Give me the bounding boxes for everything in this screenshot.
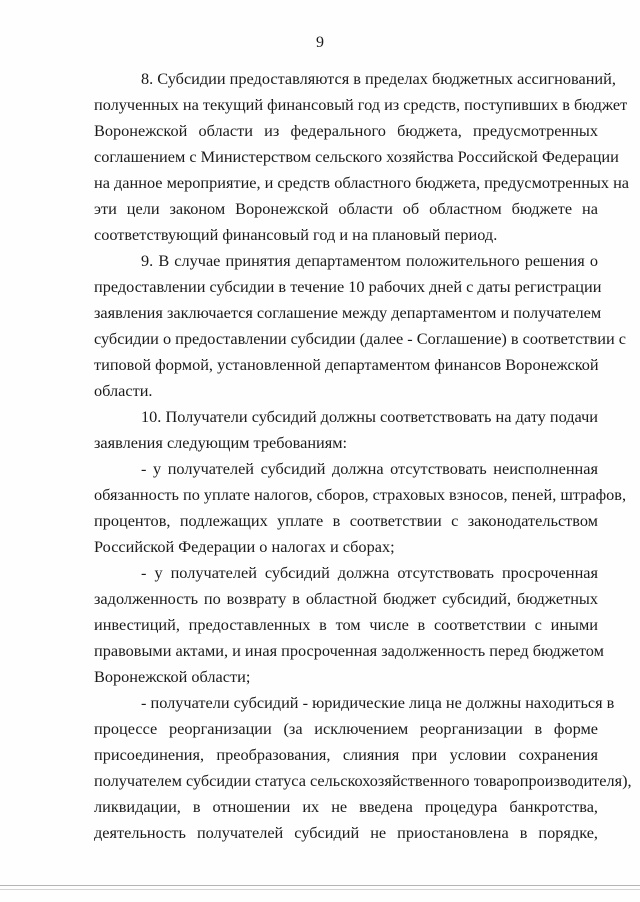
page-number: 9 <box>316 34 324 51</box>
text-line: соответствующий финансовый год и на плановый период. <box>94 225 498 244</box>
text-line: 9. В случае принятия департаментом положительного решения о <box>141 251 598 270</box>
text-line: получателем субсидии статуса сельскохозяйственного товаропроизводителя), <box>94 771 632 790</box>
text-line: присоединения, преобразования, слияния при условии сохранения <box>94 745 598 764</box>
page-bottom-edge-shadow <box>0 889 640 890</box>
text-line: области. <box>94 381 153 400</box>
text-line: процентов, подлежащих уплате в соответствии с законодательством <box>94 511 598 530</box>
text-line: заявления следующим требованиям: <box>94 433 348 452</box>
text-line: соглашением с Министерством сельского хозяйства Российской Федерации <box>94 147 619 166</box>
text-line: Российской Федерации о налогах и сборах; <box>94 537 395 556</box>
text-line: Воронежской области; <box>94 667 251 686</box>
page-bottom-edge <box>0 885 640 886</box>
text-line: процессе реорганизации (за исключением реорганизации в форме <box>94 719 598 738</box>
text-line: - получатели субсидий - юридические лица не должны находиться в <box>141 693 615 712</box>
text-line: предоставлении субсидии в течение 10 рабочих дней с даты регистрации <box>94 277 602 296</box>
text-line: эти цели законом Воронежской области об областном бюджете на <box>94 199 598 218</box>
text-line: задолженность по возврату в областной бюджет субсидий, бюджетных <box>94 589 598 608</box>
text-line: 8. Субсидии предоставляются в пределах бюджетных ассигнований, <box>141 69 616 88</box>
text-line: - у получателей субсидий должна отсутствовать просроченная <box>141 563 598 582</box>
text-line: полученных на текущий финансовый год из средств, поступивших в бюджет <box>94 95 628 114</box>
text-line: на данное мероприятие, и средств областного бюджета, предусмотренных на <box>94 173 630 192</box>
text-line: типовой формой, установленной департаментом финансов Воронежской <box>94 355 599 374</box>
text-line: заявления заключается соглашение между департаментом и получателем <box>94 303 602 322</box>
text-line: деятельность получателей субсидий не приостановлена в порядке, <box>94 823 598 842</box>
text-line: ликвидации, в отношении их не введена процедура банкротства, <box>94 797 598 816</box>
text-line: Воронежской области из федерального бюджета, предусмотренных <box>94 121 598 140</box>
text-line: субсидии о предоставлении субсидии (далее - Соглашение) в соответствии с <box>94 329 626 348</box>
text-line: инвестиций, предоставленных в том числе в соответствии с иными <box>94 615 598 634</box>
document-body <box>94 66 632 846</box>
text-line: обязанность по уплате налогов, сборов, страховых взносов, пеней, штрафов, <box>94 485 627 504</box>
text-line: - у получателей субсидий должна отсутствовать неисполненная <box>141 459 598 478</box>
text-line: правовыми актами, и иная просроченная задолженность перед бюджетом <box>94 641 604 660</box>
text-line: 10. Получатели субсидий должны соответствовать на дату подачи <box>141 407 598 426</box>
